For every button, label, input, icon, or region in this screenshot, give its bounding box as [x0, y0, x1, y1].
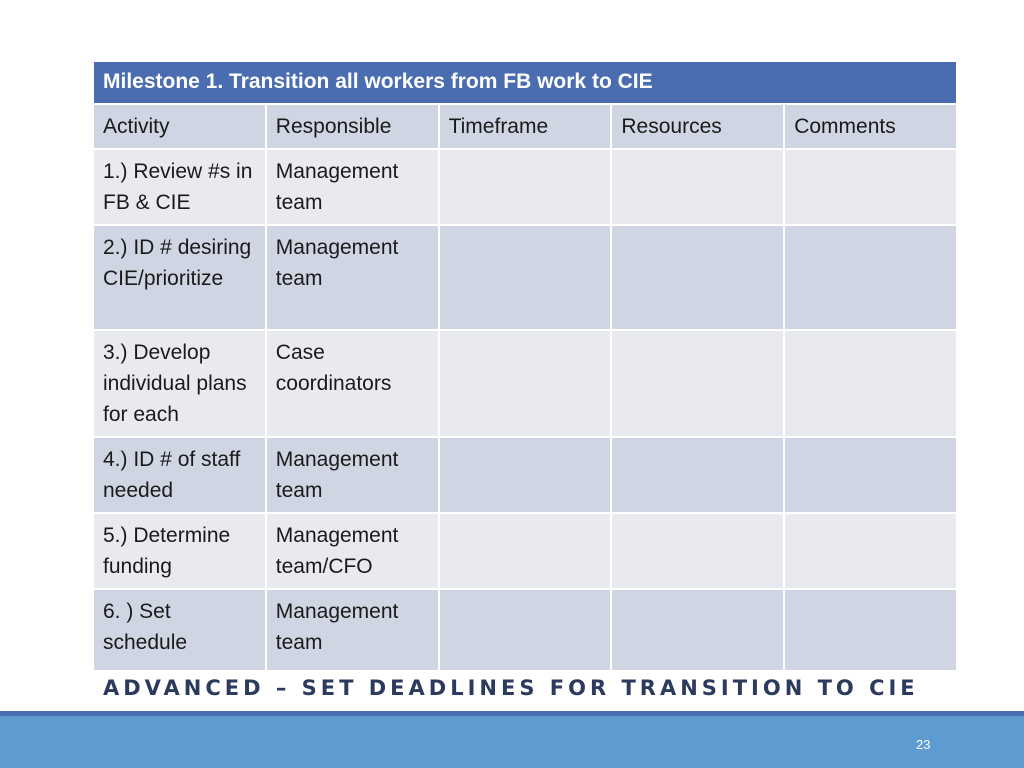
cell-timeframe	[439, 149, 612, 225]
table-row	[93, 513, 957, 589]
slide-caption: ADVANCED – SET DEADLINES FOR TRANSITION TO CIE	[103, 676, 919, 700]
header-timeframe: Timeframe	[439, 104, 612, 149]
milestone-table-container	[92, 60, 956, 672]
cell-timeframe	[439, 437, 612, 513]
cell-resources	[611, 589, 784, 671]
cell-resources	[611, 437, 784, 513]
footer-bar	[0, 716, 1024, 768]
cell-resources	[611, 330, 784, 437]
table-header-row	[93, 104, 957, 149]
cell-resources	[611, 225, 784, 330]
table-row	[93, 589, 957, 671]
cell-activity: 6. ) Set schedule	[93, 589, 266, 671]
cell-resources	[611, 513, 784, 589]
cell-activity: 2.) ID # desiring CIE/prioritize	[93, 225, 266, 330]
cell-comments	[784, 225, 957, 330]
page-number: 23	[916, 737, 931, 752]
cell-comments	[784, 330, 957, 437]
cell-comments	[784, 513, 957, 589]
cell-comments	[784, 589, 957, 671]
header-comments: Comments	[784, 104, 957, 149]
cell-responsible: Management team	[266, 589, 439, 671]
cell-timeframe	[439, 330, 612, 437]
cell-responsible: Case coordinators	[266, 330, 439, 437]
cell-resources	[611, 149, 784, 225]
cell-comments	[784, 437, 957, 513]
table-row	[93, 149, 957, 225]
cell-responsible: Management team	[266, 437, 439, 513]
cell-activity: 1.) Review #s in FB & CIE	[93, 149, 266, 225]
cell-timeframe	[439, 225, 612, 330]
cell-comments	[784, 149, 957, 225]
milestone-table	[92, 60, 958, 672]
header-resources: Resources	[611, 104, 784, 149]
cell-activity: 3.) Develop individual plans for each	[93, 330, 266, 437]
cell-timeframe	[439, 589, 612, 671]
table-title: Milestone 1. Transition all workers from FB work to CIE	[93, 61, 957, 104]
cell-activity: 4.) ID # of staff needed	[93, 437, 266, 513]
cell-responsible: Management team/CFO	[266, 513, 439, 589]
cell-responsible: Management team	[266, 225, 439, 330]
table-row	[93, 225, 957, 330]
table-row	[93, 437, 957, 513]
header-responsible: Responsible	[266, 104, 439, 149]
cell-responsible: Management team	[266, 149, 439, 225]
cell-activity: 5.) Determine funding	[93, 513, 266, 589]
header-activity: Activity	[93, 104, 266, 149]
cell-timeframe	[439, 513, 612, 589]
table-row	[93, 330, 957, 437]
